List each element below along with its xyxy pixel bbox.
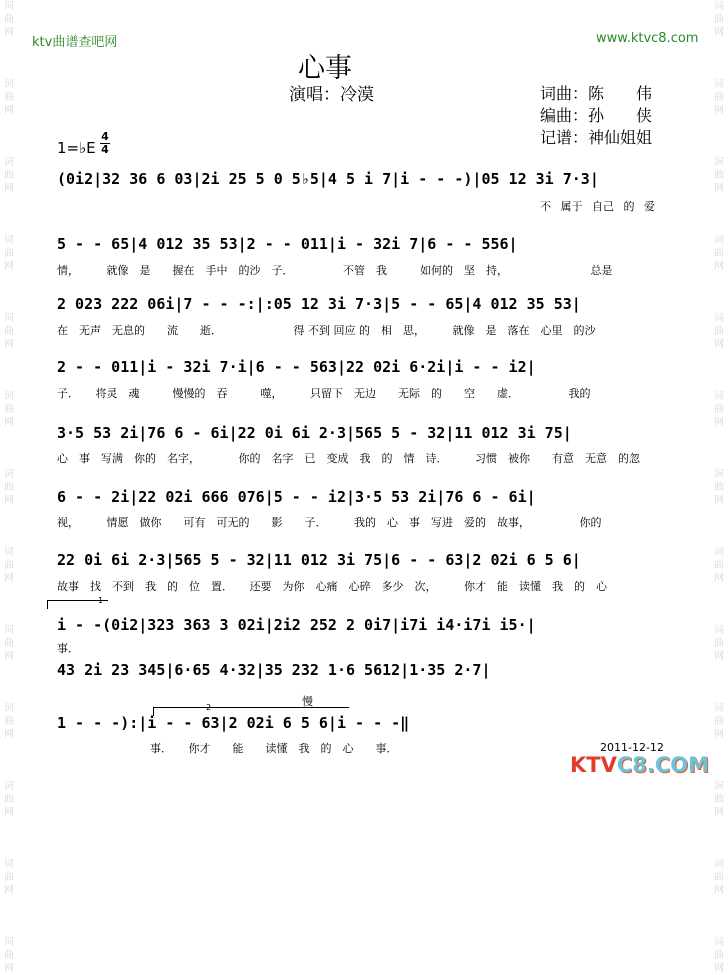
lyrics-row-10: 事． 你才 能 读懂 我 的 心 事． (150, 742, 398, 755)
score-row-6: 6 - - 2i|22 02i 666 076|5 - - i2|3·5 53 2i|76 6 - 6i| (57, 488, 536, 506)
score-row-5: 3·5 53 2i|76 6 - 6i|22 0i 6i 2·3|565 5 - 32|11 012 3i 75| (57, 424, 572, 442)
song-title: 心事 (298, 53, 352, 84)
time-signature-bottom: 4 (101, 143, 109, 156)
transcriber-credit: 记谱：神仙姐姐 (540, 128, 653, 147)
score-row-8: i - -(0i2|323 363 3 02i|2i2 252 2 0i7|i7i i4·i7i i5·| (57, 616, 536, 634)
lyrics-row-3: 在 无声 无息的 流 逝． 得 不到 回应 的 相 思， 就像 是 落在 心里 的沙 (57, 324, 596, 337)
site-logo (570, 753, 709, 777)
logo-suffix: C8.COM (616, 753, 710, 777)
lyrics-row-8: 事． (57, 642, 79, 655)
key-signature: 1=♭E (57, 139, 96, 157)
transcription-date: 2011-12-12 (600, 741, 664, 754)
score-row-4: 2 - - 011|i - 32i 7·i|6 - - 563|22 02i 6·2i|i - - i2| (57, 358, 536, 376)
score-row-7: 22 0i 6i 2·3|565 5 - 32|11 012 3i 75|6 - - 63|2 02i 6 5 6| (57, 551, 581, 569)
lyrics-row-2: 情， 就像 是 握在 手中 的沙 子． 不管 我 如何的 坚 持， 总是 (57, 264, 613, 277)
lyrics-row-1: 不 属于 自己 的 爱 (540, 200, 655, 213)
first-ending-number: 1 (98, 596, 104, 605)
lyrics-row-5: 心 事 写满 你的 名字， 你的 名字 已 变成 我 的 情 诗． 习惯 被你 有意 无意 的忽 (57, 452, 640, 465)
second-ending-number: 2 (206, 703, 212, 712)
score-row-3: 2 023 222 06i|7 - - -:|:05 12 3i 7·3|5 - - 65|4 012 35 53| (57, 295, 581, 313)
score-row-2: 5 - - 65|4 012 35 53|2 - - 011|i - 32i 7|6 - - 556| (57, 235, 518, 253)
score-row-1: (0i2|32 36 6 03|2i 25 5 0 5♭5|4 5 i 7|i - - -)|05 12 3i 7·3| (57, 170, 599, 188)
watermark-left: 词 曲 网 词 曲 网 词 曲 网 词 曲 网 词 曲 网 词 曲 网 词 曲 网 词 曲 网 词 曲 网 词 曲 网 词 曲 网 词 曲 网 词 曲 网 (4, 1, 14, 974)
score-row-10: 1 - - -):|i - - 63|2 02i 6 5 6|i - - -‖ (57, 714, 410, 732)
watermark-right: 词 曲 网 词 曲 网 词 曲 网 词 曲 网 词 曲 网 词 曲 网 词 曲 网 词 曲 网 词 曲 网 词 曲 网 词 曲 网 词 曲 网 词 曲 网 (714, 1, 724, 974)
lyrics-row-7: 故事 找 不到 我 的 位 置． 还要 为你 心痛 心碎 多少 次， 你才 能 读懂 我 的 心 (57, 580, 607, 593)
source-site-url: www.ktvc8.com (596, 31, 699, 46)
lyricist-composer-credit: 词曲：陈 伟 (540, 84, 653, 103)
lyrics-row-4: 子． 将灵 魂 慢慢的 吞 噬， 只留下 无边 无际 的 空 虚． 我的 (57, 387, 591, 400)
score-row-9: 43 2i 23 345|6·65 4·32|35 232 1·6 5612|1·35 2·7| (57, 661, 491, 679)
logo-prefix: KTV (570, 753, 617, 777)
tempo-mark: 慢 (302, 695, 313, 708)
time-signature (100, 131, 110, 156)
singer-credit: 演唱：冷漠 (289, 85, 374, 105)
time-signature-top: 4 (101, 130, 109, 143)
lyrics-row-6: 视， 情愿 做你 可有 可无的 影 子． 我的 心 事 写进 爱的 故事， 你的 (57, 516, 602, 529)
arranger-credit: 编曲：孙 侠 (540, 106, 653, 125)
first-ending-bracket (47, 596, 108, 609)
source-site-label: ktv曲谱查吧网 (32, 35, 118, 50)
